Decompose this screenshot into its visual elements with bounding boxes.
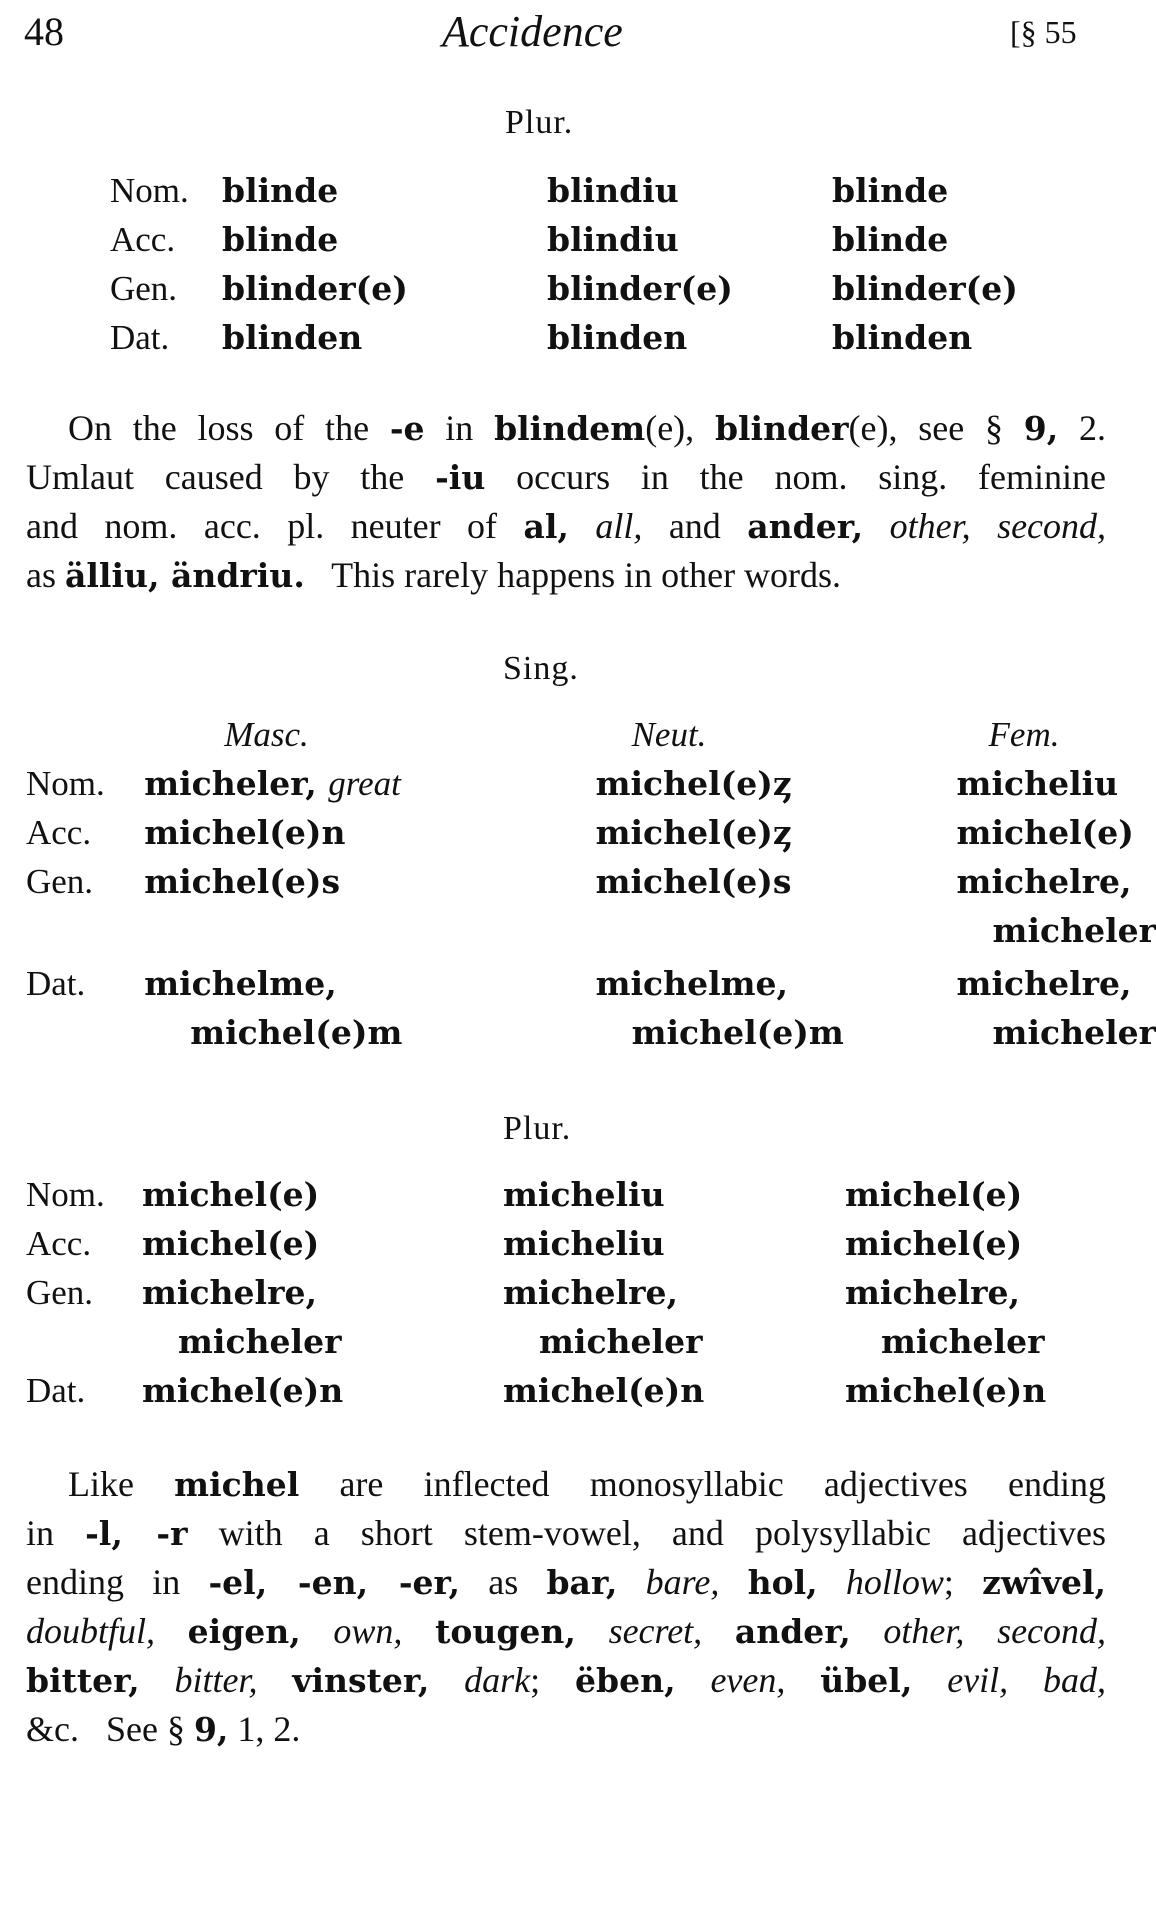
running-title: Accidence bbox=[442, 7, 623, 56]
continuation: micheler bbox=[881, 1322, 1045, 1361]
text: vinster, bbox=[292, 1661, 430, 1700]
paragraph-line bbox=[26, 1460, 1106, 1509]
text: michelme, bbox=[144, 964, 337, 1003]
table-row bbox=[26, 808, 1156, 857]
masc-form: blinden bbox=[222, 318, 363, 357]
case-header-empty bbox=[26, 710, 144, 759]
singular-heading-michel: Sing. bbox=[503, 650, 579, 687]
fem-form: blinden bbox=[832, 318, 973, 357]
masc-form bbox=[142, 1268, 503, 1366]
text: -e bbox=[389, 409, 425, 448]
text: 9, bbox=[1023, 409, 1059, 448]
section-reference: [§ 55 bbox=[1010, 14, 1077, 50]
continuation: micheler bbox=[539, 1322, 703, 1361]
plural-heading-blind: Plur. bbox=[505, 104, 574, 141]
text: zwîvel, bbox=[982, 1563, 1107, 1602]
masc-form: michel(e)s bbox=[144, 862, 341, 901]
case-label: Nom. bbox=[26, 1175, 105, 1214]
masc-form: blinder(e) bbox=[222, 269, 408, 308]
masc-form: michel(e) bbox=[142, 1175, 320, 1214]
text: michelre, bbox=[956, 964, 1132, 1003]
case-label: Gen. bbox=[110, 269, 178, 308]
text: michelre, bbox=[142, 1273, 317, 1312]
neut-form: michel(e)s bbox=[595, 862, 792, 901]
michel-singular-table bbox=[26, 710, 1156, 1057]
text: bare, bbox=[645, 1562, 720, 1602]
text: This rarely happens in other words. bbox=[304, 555, 842, 595]
continuation: micheler bbox=[992, 911, 1156, 950]
neut-form: blinder(e) bbox=[547, 269, 733, 308]
masc-form bbox=[144, 955, 595, 1057]
text: On the loss of the bbox=[68, 408, 390, 448]
neut-form: micheliu bbox=[503, 1175, 665, 1214]
case-label: Dat. bbox=[26, 1371, 86, 1410]
text: Like bbox=[68, 1464, 175, 1504]
masc-form: michel(e) bbox=[142, 1224, 320, 1263]
text: -el, -en, -er, bbox=[208, 1563, 460, 1602]
table-row bbox=[26, 1219, 1046, 1268]
gloss: great bbox=[328, 764, 401, 803]
text: dark bbox=[464, 1660, 531, 1700]
fem-form bbox=[957, 955, 1156, 1057]
text: michelre, bbox=[956, 862, 1132, 901]
text: and bbox=[642, 506, 748, 546]
case-label: Nom. bbox=[26, 764, 105, 803]
text: and nom. acc. pl. neuter of bbox=[26, 506, 524, 546]
text: bar, bbox=[546, 1563, 618, 1602]
text: with a short stem-vowel, and polysyllabic adjectives bbox=[187, 1513, 1106, 1553]
neut-form: michel(e)ȥ bbox=[595, 764, 792, 803]
text: (e), bbox=[645, 408, 715, 448]
fem-form: michel(e)n bbox=[845, 1371, 1047, 1410]
text: occurs in the nom. sing. feminine bbox=[485, 457, 1106, 497]
fem-form: micheliu bbox=[956, 764, 1119, 803]
michel-plural-table bbox=[26, 1170, 1046, 1415]
neut-form bbox=[596, 955, 957, 1057]
neut-form: blindiu bbox=[547, 220, 679, 259]
text: michelre, bbox=[503, 1273, 678, 1312]
text: blinder bbox=[714, 409, 849, 448]
text: ending in bbox=[26, 1562, 209, 1602]
paragraph-line bbox=[26, 453, 1106, 502]
paragraph-line bbox=[26, 1509, 1106, 1558]
text: 9, bbox=[193, 1710, 229, 1749]
fem-form bbox=[845, 1268, 1046, 1366]
text: eigen, bbox=[187, 1612, 301, 1651]
paragraph-line bbox=[26, 1607, 1106, 1656]
case-label: Gen. bbox=[26, 1273, 94, 1312]
table-row bbox=[26, 1170, 1046, 1219]
case-label: Gen. bbox=[26, 862, 94, 901]
neut-column-header: Neut. bbox=[631, 715, 707, 754]
neut-form: michel(e)ȥ bbox=[595, 813, 792, 852]
continuation: micheler bbox=[992, 1013, 1156, 1052]
text: all, bbox=[595, 506, 643, 546]
text: michelme, bbox=[595, 964, 789, 1003]
text: even, bbox=[710, 1660, 786, 1700]
text: älliu, ändriu. bbox=[65, 556, 305, 595]
text: ander, bbox=[747, 507, 864, 546]
text: other, second, bbox=[889, 506, 1107, 546]
fem-form: blinde bbox=[832, 171, 949, 210]
masc-form bbox=[144, 759, 595, 808]
paragraph-line bbox=[26, 551, 1106, 600]
text: -iu bbox=[435, 458, 486, 497]
fem-form: blinde bbox=[832, 220, 949, 259]
table-row bbox=[110, 264, 1018, 313]
masc-column-header: Masc. bbox=[224, 715, 309, 754]
table-row bbox=[26, 955, 1156, 1057]
text: bitter, bbox=[26, 1661, 140, 1700]
case-label: Dat. bbox=[110, 318, 170, 357]
text: micheler, bbox=[144, 764, 317, 803]
final-paragraph bbox=[26, 1460, 1106, 1754]
text: blindem bbox=[494, 409, 646, 448]
text: in bbox=[26, 1513, 86, 1553]
text: -l, -r bbox=[85, 1514, 188, 1553]
neut-form: blinden bbox=[547, 318, 688, 357]
text: &c. See § bbox=[26, 1709, 194, 1749]
continuation: micheler bbox=[178, 1322, 342, 1361]
case-label: Acc. bbox=[26, 813, 92, 852]
masc-form: blinde bbox=[222, 220, 339, 259]
text: ëben, bbox=[575, 1661, 676, 1700]
table-row bbox=[110, 313, 1018, 362]
fem-form bbox=[957, 857, 1156, 955]
text: other, second, bbox=[883, 1611, 1107, 1651]
text: bitter, bbox=[174, 1660, 258, 1700]
case-label: Acc. bbox=[110, 220, 176, 259]
paragraph-line bbox=[26, 1558, 1106, 1607]
text: own, bbox=[333, 1611, 403, 1651]
text: hol, bbox=[747, 1563, 818, 1602]
continuation: michel(e)m bbox=[631, 1013, 844, 1052]
text: ; bbox=[943, 1562, 983, 1602]
masc-form: blinde bbox=[222, 171, 339, 210]
case-label: Acc. bbox=[26, 1224, 92, 1263]
note-paragraph bbox=[26, 404, 1106, 600]
blind-plural-table bbox=[110, 166, 1018, 362]
table-header-row bbox=[26, 710, 1156, 759]
table-row bbox=[26, 1366, 1046, 1415]
fem-form: michel(e) bbox=[956, 813, 1134, 852]
fem-form: blinder(e) bbox=[832, 269, 1018, 308]
text: secret, bbox=[608, 1611, 703, 1651]
paragraph-line bbox=[26, 1705, 1106, 1754]
table-row bbox=[110, 215, 1018, 264]
text: 2. bbox=[1058, 408, 1107, 448]
masc-form: michel(e)n bbox=[142, 1371, 344, 1410]
text: as bbox=[26, 555, 65, 595]
text: as bbox=[460, 1562, 547, 1602]
paragraph-line bbox=[26, 502, 1106, 551]
table-row bbox=[26, 1268, 1046, 1366]
table-row bbox=[26, 759, 1156, 808]
paragraph-line bbox=[26, 1656, 1106, 1705]
text: übel, bbox=[820, 1661, 913, 1700]
text: ander, bbox=[734, 1612, 851, 1651]
text: tougen, bbox=[435, 1612, 576, 1651]
continuation: michel(e)m bbox=[190, 1013, 403, 1052]
neut-form: michel(e)n bbox=[503, 1371, 705, 1410]
fem-form: michel(e) bbox=[845, 1224, 1023, 1263]
text: (e), see § bbox=[848, 408, 1024, 448]
fem-column-header: Fem. bbox=[988, 715, 1060, 754]
text: ; bbox=[530, 1660, 576, 1700]
text: al, bbox=[523, 507, 569, 546]
text: doubtful, bbox=[26, 1611, 156, 1651]
text: hollow bbox=[845, 1562, 944, 1602]
masc-form: michel(e)n bbox=[144, 813, 346, 852]
text: evil, bad, bbox=[947, 1660, 1107, 1700]
case-label: Dat. bbox=[26, 964, 86, 1003]
text: michel bbox=[174, 1465, 300, 1504]
table-row bbox=[26, 857, 1156, 955]
plural-heading-michel: Plur. bbox=[503, 1110, 572, 1147]
text: 1, 2. bbox=[228, 1709, 301, 1749]
case-label: Nom. bbox=[110, 171, 189, 210]
paragraph-line bbox=[26, 404, 1106, 453]
text: michelre, bbox=[845, 1273, 1020, 1312]
text: are inflected monosyllabic adjectives ending bbox=[299, 1464, 1106, 1504]
text: Umlaut caused by the bbox=[26, 457, 436, 497]
table-row bbox=[110, 166, 1018, 215]
page-number: 48 bbox=[24, 9, 64, 54]
neut-form: blindiu bbox=[547, 171, 679, 210]
neut-form: micheliu bbox=[503, 1224, 665, 1263]
fem-form: michel(e) bbox=[845, 1175, 1023, 1214]
text: in bbox=[424, 408, 495, 448]
neut-form bbox=[503, 1268, 845, 1366]
